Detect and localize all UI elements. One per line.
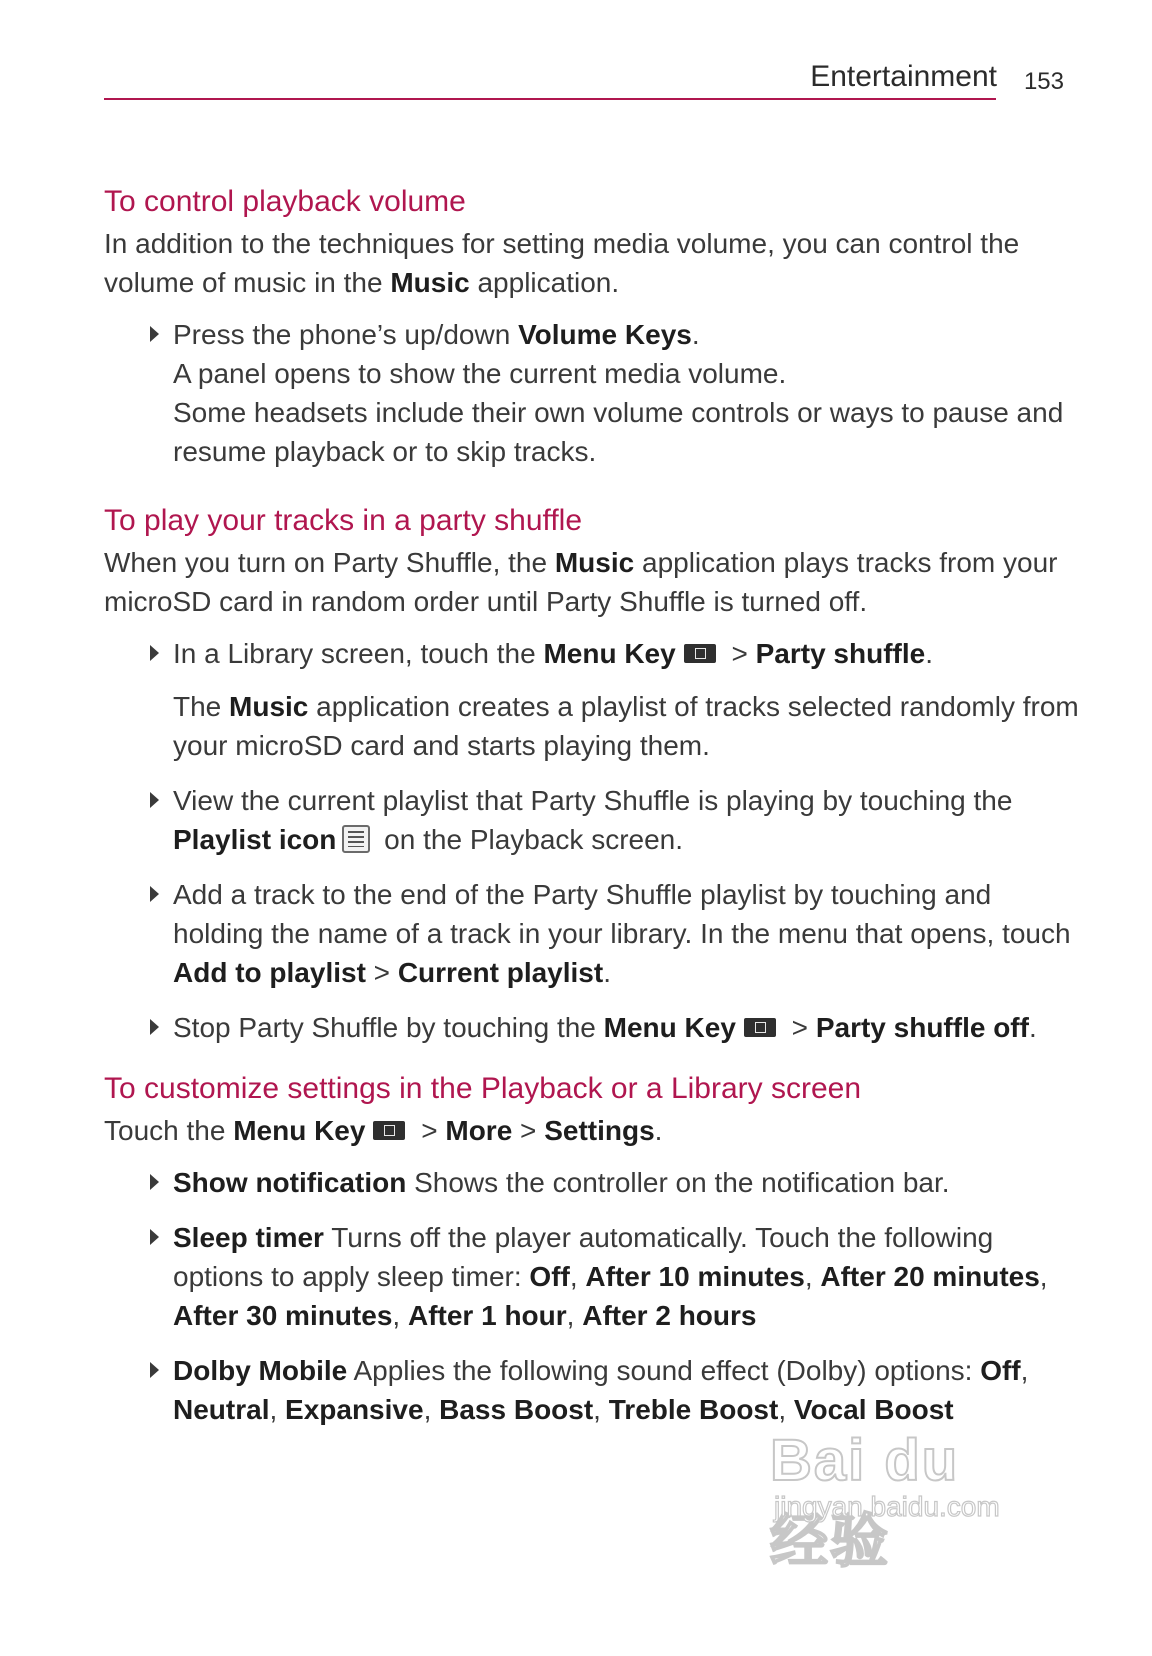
section-intro-settings: Touch the Menu Key > More > Settings. — [104, 1115, 663, 1146]
list-item: Dolby Mobile Applies the following sound effect (Dolby) options: Off, Neutral, Expansive, Bass Boost, Treble Boost, Vocal Boost — [104, 1351, 1084, 1429]
bullet-list-settings — [104, 1163, 1084, 1429]
baidu-watermark — [770, 1405, 1030, 1574]
party-shuffle-note: The Music application creates a playlist of tracks selected randomly from your microSD card and starts playing them. — [173, 691, 1079, 761]
menu-key-icon — [373, 1121, 405, 1140]
list-item: Sleep timer Turns off the player automatically. Touch the following options to apply sleep timer: Off, After 10 minutes, After 20 minutes, After 30 minutes, After 1 hour, After 2 hours — [104, 1218, 1084, 1335]
section-heading-settings: To customize settings in the Playback or a Library screen — [104, 1072, 862, 1105]
bullet-arrow-icon — [150, 326, 159, 342]
page-header — [104, 56, 1064, 102]
bullet-list-party-shuffle-more — [104, 781, 1084, 1047]
playlist-icon — [342, 825, 370, 853]
page-content — [104, 180, 1084, 1445]
watermark-brand: Bai du 经验 — [770, 1428, 960, 1574]
section-intro-volume: In addition to the techniques for setting media volume, you can control the volume of music in the Music application. — [104, 228, 1020, 298]
list-item: View the current playlist that Party Shuffle is playing by touching the Playlist icon on the Playback screen. — [104, 781, 1084, 859]
list-item: In a Library screen, touch the Menu Key > Party shuffle. — [104, 634, 1084, 673]
bullet-note: Some headsets include their own volume controls or ways to pause and resume playback or to skip tracks. — [173, 397, 1064, 467]
list-item: Stop Party Shuffle by touching the Menu Key > Party shuffle off. — [104, 1008, 1084, 1047]
page-number: 153 — [1023, 68, 1064, 95]
bullet-arrow-icon — [150, 886, 159, 902]
list-item: Show notification Shows the controller on the notification bar. — [104, 1163, 1084, 1202]
bullet-arrow-icon — [150, 645, 159, 661]
menu-key-icon — [684, 644, 716, 663]
list-item: Press the phone’s up/down Volume Keys. A panel opens to show the current media volume. Some headsets include their own volume controls or ways to pause and resume playback or to skip tracks. — [104, 315, 1084, 471]
section-heading-party-shuffle: To play your tracks in a party shuffle — [104, 504, 583, 537]
bullet-arrow-icon — [150, 1174, 159, 1190]
bullet-list-party-shuffle — [104, 634, 1084, 673]
header-rule — [104, 98, 996, 100]
section-heading-volume: To control playback volume — [104, 185, 466, 218]
bullet-arrow-icon — [150, 792, 159, 808]
bullet-note: A panel opens to show the current media volume. — [173, 358, 787, 389]
section-intro-party-shuffle: When you turn on Party Shuffle, the Music application plays tracks from your microSD card in random order until Party Shuffle is turned off. — [104, 547, 1058, 617]
bullet-list-volume — [104, 315, 1084, 471]
menu-key-icon — [744, 1018, 776, 1037]
header-title: Entertainment — [810, 60, 997, 93]
bullet-arrow-icon — [150, 1362, 159, 1378]
list-item: Add a track to the end of the Party Shuffle playlist by touching and holding the name of a track in your library. In the menu that opens, touch Add to playlist > Current playlist. — [104, 875, 1084, 992]
bullet-arrow-icon — [150, 1229, 159, 1245]
bullet-arrow-icon — [150, 1019, 159, 1035]
watermark-url: jingyan.baidu.com — [774, 1491, 1000, 1522]
